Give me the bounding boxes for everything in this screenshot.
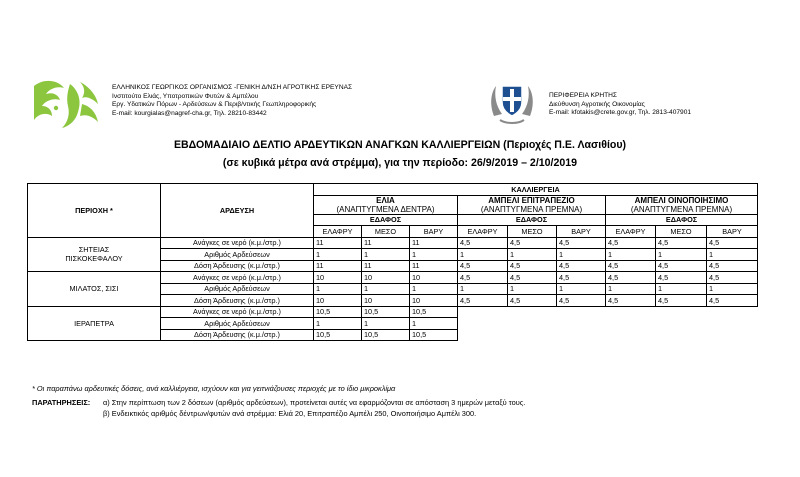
org-right-line: E-mail: kfotakis@crete.gov.gr, Τηλ. 2813-407901 <box>549 109 692 117</box>
row-label: Αριθμός Αρδεύσεων <box>161 249 314 261</box>
row-label: Ανάγκες σε νερό (κ.μ./στρ.) <box>161 272 314 284</box>
table-row <box>28 306 758 318</box>
table-cell: 4,5 <box>656 260 707 272</box>
row-label: Δόση Άρδευσης (κ.μ./στρ.) <box>161 260 314 272</box>
soil-type-light: ΕΛΑΦΡΥ <box>314 226 362 238</box>
table-cell: 11 <box>362 260 410 272</box>
table-cell: 4,5 <box>707 295 758 307</box>
region-name <box>28 237 161 272</box>
document-title: ΕΒΔΟΜΑΔΙΑΙΟ ΔΕΛΤΙΟ ΑΡΔΕΥΤΙΚΩΝ ΑΝΑΓΚΩΝ ΚΑΛΛΙΕΡΓΕΙΩΝ (Περιοχές Π.Ε. Λασιθίου) <box>173 139 627 151</box>
row-label: Αριθμός Αρδεύσεων <box>161 283 314 295</box>
table-cell: 1 <box>458 283 508 295</box>
table-cell: 1 <box>314 249 362 261</box>
table-cell: 10,5 <box>410 306 458 318</box>
crop-name: ΕΛΙΑ <box>376 195 395 205</box>
crop-olive-name <box>314 195 458 214</box>
remark-line <box>32 397 525 408</box>
org-left-line: Ινστιτούτο Ελιάς, Υποτροπικών Φυτών & Αμπέλου <box>112 92 259 100</box>
soil-header: ΕΔΑΦΟΣ <box>606 214 758 226</box>
table-cell: 10,5 <box>314 329 362 341</box>
remark-a: α) Στην περίπτωση των 2 δόσεων (αριθμός αρδεύσεων), προτείνεται αυτές να εφαρμόζονται σε απόσταση 3 ημερών μεταξύ τους. <box>103 398 526 407</box>
table-cell: 10 <box>362 272 410 284</box>
org-left-info <box>112 84 352 118</box>
soil-type-heavy: ΒΑΡΥ <box>557 226 606 238</box>
row-label: Ανάγκες σε νερό (κ.μ./στρ.) <box>161 306 314 318</box>
irrigation-table <box>27 183 758 341</box>
table-cell: 4,5 <box>707 260 758 272</box>
table-cell: 10 <box>314 295 362 307</box>
row-label: Δόση Άρδευσης (κ.μ./στρ.) <box>161 295 314 307</box>
org-right-line: ΠΕΡΙΦΕΡΕΙΑ ΚΡΗΤΗΣ <box>549 92 617 99</box>
table-cell: 11 <box>314 260 362 272</box>
table-cell: 10 <box>410 295 458 307</box>
table-cell: 10 <box>362 295 410 307</box>
elgo-logo <box>30 78 102 130</box>
org-right-line: Διεύθυνση Αγροτικής Οικονομίας <box>549 100 645 108</box>
document-subtitle: (σε κυβικά μέτρα ανά στρέμμα), για την περίοδο: 26/9/2019 – 2/10/2019 <box>222 157 578 169</box>
table-cell: 11 <box>410 260 458 272</box>
crop-name: ΑΜΠΕΛΙ ΕΠΙΤΡΑΠΕΖΙΟ <box>488 195 575 205</box>
soil-type-heavy: ΒΑΡΥ <box>707 226 758 238</box>
table-cell: 1 <box>314 283 362 295</box>
table-header-row <box>28 184 758 196</box>
table-cell: 4,5 <box>557 260 606 272</box>
region-name-line: ΠΙΣΚΟΚΕΦΑΛΟΥ <box>65 254 123 264</box>
table-cell: 4,5 <box>508 260 557 272</box>
table-cell: 4,5 <box>606 272 656 284</box>
table-cell: 4,5 <box>458 295 508 307</box>
table-cell: 4,5 <box>656 295 707 307</box>
row-label: Αριθμός Αρδεύσεων <box>161 318 314 330</box>
table-cell: 1 <box>557 283 606 295</box>
table-cell: 4,5 <box>656 237 707 249</box>
region-name-line: ΜΙΛΑΤΟΣ, ΣΙΣΙ <box>69 284 119 294</box>
row-label: Δόση Άρδευσης (κ.μ./στρ.) <box>161 329 314 341</box>
table-cell: 1 <box>707 249 758 261</box>
hellenic-seal <box>486 76 538 128</box>
table-cell: 4,5 <box>508 295 557 307</box>
table-cell: 4,5 <box>707 237 758 249</box>
region-name <box>28 272 161 307</box>
table-cell: 11 <box>362 237 410 249</box>
table-cell: 1 <box>606 249 656 261</box>
table-cell: 1 <box>410 249 458 261</box>
empty-area <box>458 306 758 341</box>
table-cell: 11 <box>410 237 458 249</box>
crop-stage: (ΑΝΑΠΤΥΓΜΕΝΑ ΠΡΕΜΝΑ) <box>630 204 733 214</box>
table-cell: 4,5 <box>458 272 508 284</box>
table-cell: 10 <box>410 272 458 284</box>
table-cell: 1 <box>656 283 707 295</box>
soil-header: ΕΔΑΦΟΣ <box>458 214 606 226</box>
row-label: Ανάγκες σε νερό (κ.μ./στρ.) <box>161 237 314 249</box>
soil-type-medium: ΜΕΣΟ <box>508 226 557 238</box>
org-left-line: ΕΛΛΗΝΙΚΟΣ ΓΕΩΡΓΙΚΟΣ ΟΡΓΑΝΙΣΜΟΣ -ΓΕΝΙΚΗ Δ/ΝΣΗ ΑΓΡΟΤΙΚΗΣ ΕΡΕΥΝΑΣ <box>112 84 353 91</box>
crop-table-grape-name <box>458 195 606 214</box>
table-cell: 4,5 <box>707 272 758 284</box>
table-cell: 1 <box>362 283 410 295</box>
table-cell: 1 <box>557 249 606 261</box>
table-cell: 4,5 <box>557 272 606 284</box>
area-header: ΠΕΡΙΟΧΗ * <box>28 184 161 238</box>
remarks <box>32 397 525 419</box>
table-cell: 4,5 <box>508 272 557 284</box>
table-cell: 4,5 <box>458 260 508 272</box>
org-left-line: Εργ. Υδατικών Πόρων - Αρδεύσεων & Περιβ/ντικής Γεωπληροφορικής <box>112 101 317 109</box>
remarks-label: ΠΑΡΑΤΗΡΗΣΕΙΣ: <box>32 398 91 407</box>
region-name <box>28 306 161 341</box>
table-cell: 1 <box>362 249 410 261</box>
soil-header: ΕΔΑΦΟΣ <box>314 214 458 226</box>
soil-type-light: ΕΛΑΦΡΥ <box>458 226 508 238</box>
table-cell: 10,5 <box>314 306 362 318</box>
soil-type-light: ΕΛΑΦΡΥ <box>606 226 656 238</box>
table-cell: 1 <box>656 249 707 261</box>
crops-header: ΚΑΛΛΙΕΡΓΕΙΑ <box>314 184 758 196</box>
org-right-info <box>549 92 691 118</box>
table-cell: 1 <box>410 283 458 295</box>
leaf-face-logo-icon <box>30 78 102 130</box>
region-name-line: ΣΗΤΕΙΑΣ <box>78 245 110 255</box>
region-name-line: ΙΕΡΑΠΕΤΡΑ <box>74 318 114 328</box>
table-cell: 1 <box>410 318 458 330</box>
remark-b: β) Ενδεικτικός αριθμός δέντρων/φυτών ανά στρέμμα: Ελιά 20, Επιτραπέζιο Αμπέλι 250, Οινοποιήσιμο Αμπέλι 300. <box>103 409 477 418</box>
table-cell: 4,5 <box>606 260 656 272</box>
table-cell: 10 <box>314 272 362 284</box>
table-cell: 1 <box>707 283 758 295</box>
table-cell: 10,5 <box>410 329 458 341</box>
table-cell: 1 <box>458 249 508 261</box>
table-cell: 11 <box>314 237 362 249</box>
table-cell: 10,5 <box>362 329 410 341</box>
crop-wine-grape-name <box>606 195 758 214</box>
table-cell: 4,5 <box>557 237 606 249</box>
table-cell: 1 <box>606 283 656 295</box>
soil-type-medium: ΜΕΣΟ <box>656 226 707 238</box>
table-cell: 4,5 <box>606 295 656 307</box>
table-cell: 4,5 <box>458 237 508 249</box>
org-left-line: E-mail: kourgialas@nagref-cha.gr, Τηλ. 28210-83442 <box>112 109 267 117</box>
table-cell: 1 <box>314 318 362 330</box>
table-cell: 4,5 <box>606 237 656 249</box>
crop-stage: (ΑΝΑΠΤΥΓΜΕΝΑ ΠΡΕΜΝΑ) <box>480 204 583 214</box>
table-cell: 1 <box>362 318 410 330</box>
soil-type-heavy: ΒΑΡΥ <box>410 226 458 238</box>
table-cell: 10,5 <box>362 306 410 318</box>
crop-stage: (ΑΝΑΠΤΥΓΜΕΝΑ ΔΕΝΤΡΑ) <box>336 204 435 214</box>
table-cell: 4,5 <box>656 272 707 284</box>
crop-name: ΑΜΠΕΛΙ ΟΙΝΟΠΟΙΗΣΙΜΟ <box>634 195 729 205</box>
footnote: * Οι παραπάνω αρδευτικές δόσεις, ανά καλλιέργεια, ισχύουν και για γειτνιάζουσες περιοχές με το ίδιο μικροκλίμα <box>32 384 396 393</box>
table-row <box>28 237 758 249</box>
soil-type-medium: ΜΕΣΟ <box>362 226 410 238</box>
coat-of-arms-icon <box>486 76 538 128</box>
irrigation-header: ΑΡΔΕΥΣΗ <box>161 184 314 238</box>
table-row <box>28 272 758 284</box>
table-cell: 1 <box>508 283 557 295</box>
table-cell: 4,5 <box>508 237 557 249</box>
table-cell: 1 <box>508 249 557 261</box>
table-cell: 4,5 <box>557 295 606 307</box>
